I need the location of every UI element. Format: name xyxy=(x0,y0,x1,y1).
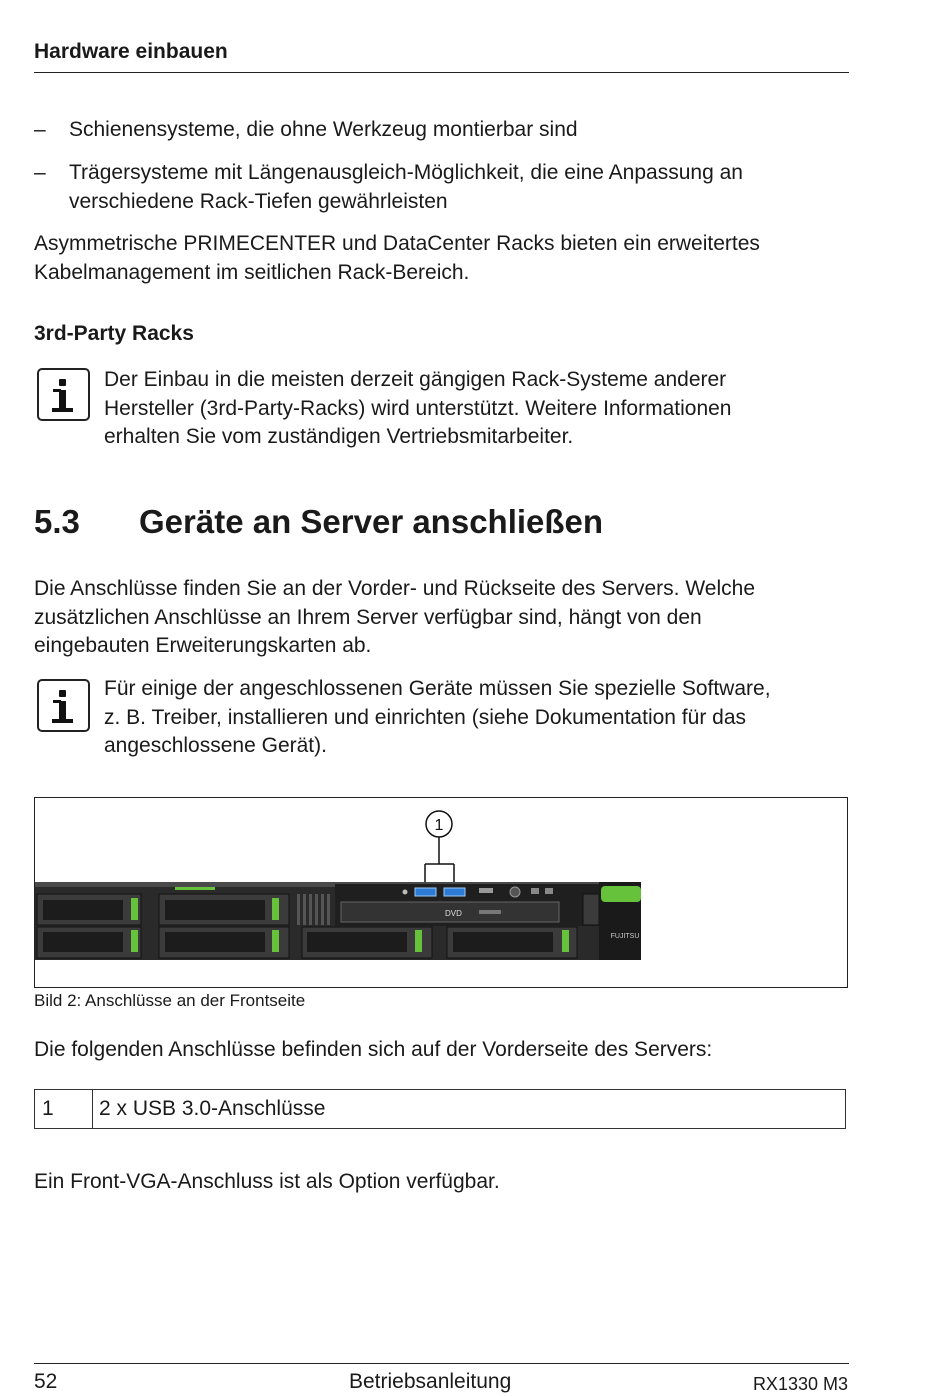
section-number: 5.3 xyxy=(34,503,80,540)
section-title: Geräte an Server anschließen xyxy=(139,503,604,540)
running-header-title: Hardware einbauen xyxy=(34,40,228,63)
figure-front-panel xyxy=(34,797,848,988)
callout-number: 1 xyxy=(434,817,444,834)
note-line: Für einige der angeschlossenen Geräte müssen Sie spezielle Software, xyxy=(104,677,771,700)
note-line: Hersteller (3rd-Party-Racks) wird unterstützt. Weitere Informationen xyxy=(104,396,732,420)
status-indicator xyxy=(479,888,493,893)
list-dash: – xyxy=(34,118,46,141)
drive-bays-top xyxy=(37,894,289,925)
list-item-text: Schienensysteme, die ohne Werkzeug montierbar sind xyxy=(69,118,578,141)
paragraph-vga: Ein Front-VGA-Anschluss ist als Option verfügbar. xyxy=(34,1170,500,1193)
dvd-eject-slot xyxy=(479,910,501,914)
footer-document-title: Betriebsanleitung xyxy=(349,1370,512,1393)
paragraph-line: eingebauten Erweiterungskarten ab. xyxy=(34,634,372,657)
usb-port xyxy=(415,888,436,896)
info-icon xyxy=(37,368,90,421)
server-front-illustration xyxy=(35,798,847,987)
power-button xyxy=(510,887,520,897)
info-led xyxy=(403,890,408,895)
note-line: erhalten Sie vom zuständigen Vertriebsmitarbeiter. xyxy=(104,425,574,448)
dvd-label: DVD xyxy=(445,909,462,918)
footer-model-name: RX1330 M3 xyxy=(752,1374,848,1394)
rack-ear-accent xyxy=(601,886,641,902)
paragraph-racks xyxy=(34,230,849,287)
note-line: Der Einbau in die meisten derzeit gängigen Rack-Systeme anderer xyxy=(104,368,727,391)
note-line: z. B. Treiber, installieren und einrichten (siehe Dokumentation für das xyxy=(104,705,747,729)
status-indicator xyxy=(531,888,539,894)
paragraph-line: Die Anschlüsse finden Sie an der Vorder- und Rückseite des Servers. Welche xyxy=(34,577,755,600)
note-line: angeschlossene Gerät). xyxy=(104,734,327,757)
usb-port xyxy=(444,888,465,896)
paragraph-line: zusätzlichen Anschlüsse an Ihrem Server verfügbar sind, hängt von den xyxy=(34,605,702,629)
footer-divider xyxy=(34,1363,849,1364)
port-table xyxy=(34,1089,846,1129)
status-indicator xyxy=(545,888,553,894)
paragraph-front: Die folgenden Anschlüsse befinden sich auf der Vorderseite des Servers: xyxy=(34,1038,713,1061)
list-item-line: Trägersysteme mit Längenausgleich-Möglichkeit, die eine Anpassung an xyxy=(69,161,743,184)
info-note-software xyxy=(104,675,849,761)
header-divider xyxy=(34,72,849,73)
list-item-text xyxy=(69,158,849,216)
list-item-line: verschiedene Rack-Tiefen gewährleisten xyxy=(69,190,448,213)
table-cell-number: 1 xyxy=(35,1090,93,1128)
table-cell-description: 2 x USB 3.0-Anschlüsse xyxy=(99,1097,326,1120)
figure-caption: Bild 2: Anschlüsse an der Frontseite xyxy=(34,991,306,1010)
paragraph-ports xyxy=(34,575,849,661)
subheading-3rd-party-racks: 3rd-Party Racks xyxy=(34,322,194,345)
led-strip xyxy=(175,887,215,890)
list-dash: – xyxy=(34,161,46,184)
page-number: 52 xyxy=(34,1370,58,1393)
bay-filler xyxy=(583,894,599,925)
info-note-racks xyxy=(104,366,849,452)
paragraph-line: Asymmetrische PRIMECENTER und DataCenter Racks bieten ein erweitertes xyxy=(34,232,760,255)
brand-label: FUJITSU xyxy=(610,933,640,940)
drive-bays-bottom xyxy=(37,927,577,958)
paragraph-line: Kabelmanagement im seitlichen Rack-Bereich. xyxy=(34,260,470,284)
info-icon xyxy=(37,679,90,732)
